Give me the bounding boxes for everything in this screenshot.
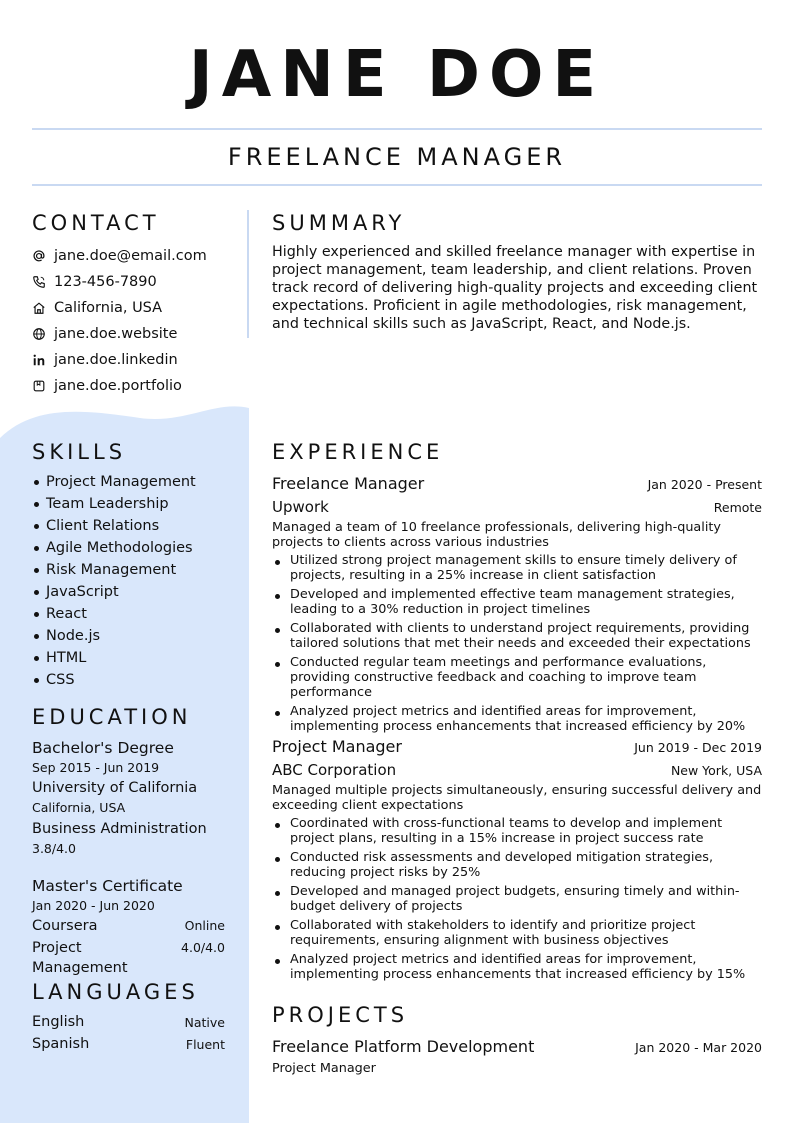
bullet-text: Conducted regular team meetings and performance evaluations, providing constructive feedback and coaching to improve team performance <box>290 655 707 700</box>
job-title: Freelance Manager <box>272 474 425 493</box>
education-location: Online <box>184 918 225 933</box>
education-gpa: 4.0/4.0 <box>181 940 225 955</box>
job-location: Remote <box>713 500 762 515</box>
list-item <box>272 850 762 880</box>
education-entry <box>32 876 225 978</box>
list-item <box>272 553 762 583</box>
education-heading: EDUCATION <box>32 705 192 729</box>
contact-phone[interactable] <box>32 269 242 295</box>
job-company: ABC Corporation <box>272 761 397 779</box>
project-role: Project Manager <box>272 1061 376 1076</box>
list-item <box>32 581 242 603</box>
candidate-name: JANE DOE <box>188 38 606 112</box>
skill-label: JavaScript <box>46 584 119 600</box>
job-location: New York, USA <box>670 763 762 778</box>
skill-label: Client Relations <box>46 518 160 534</box>
list-item <box>32 559 242 581</box>
contact-location-text: California, USA <box>54 300 163 316</box>
education-dates: Sep 2015 - Jun 2019 <box>32 760 160 775</box>
contact-heading: CONTACT <box>32 211 160 235</box>
education-location: California, USA <box>32 800 126 815</box>
bullet-text: Developed and implemented effective team management strategies, leading to a 30% reduction in project timelines <box>290 587 735 617</box>
job-company: Upwork <box>272 498 329 516</box>
projects-heading: PROJECTS <box>272 1003 409 1027</box>
list-item <box>272 621 762 651</box>
contact-linkedin[interactable] <box>32 347 242 373</box>
at-icon <box>32 249 46 263</box>
list-item <box>272 655 762 700</box>
project-name: Freelance Platform Development <box>272 1037 535 1056</box>
list-item <box>272 884 762 914</box>
contact-list <box>32 243 242 399</box>
education-degree: Master's Certificate <box>32 877 183 895</box>
education-school: Coursera <box>32 918 98 934</box>
job-description: Managed a team of 10 freelance professionals, delivering high-quality projects to clients across various industries <box>272 520 721 550</box>
language-level: Native <box>184 1014 225 1030</box>
bullet-text: Analyzed project metrics and identified areas for improvement, implementing process enhancements that increased efficiency by 15% <box>290 952 746 982</box>
list-item <box>32 625 242 647</box>
experience-entry <box>272 735 762 986</box>
language-name: Spanish <box>32 1036 90 1052</box>
summary-heading: SUMMARY <box>272 211 406 235</box>
education-gpa: 3.8/4.0 <box>32 841 76 856</box>
home-icon <box>32 301 46 315</box>
languages-heading: LANGUAGES <box>32 980 199 1004</box>
education-field: Project Management <box>32 940 128 976</box>
education-field: Business Administration <box>32 821 207 837</box>
list-item <box>32 647 242 669</box>
contact-email[interactable] <box>32 243 242 269</box>
education-school: University of California <box>32 780 198 796</box>
list-item <box>32 603 242 625</box>
skill-label: HTML <box>46 650 87 666</box>
languages-list <box>32 1011 225 1055</box>
list-item <box>32 515 242 537</box>
bullet-text: Coordinated with cross-functional teams to develop and implement project plans, resulting in a 15% increase in project success rate <box>290 816 723 846</box>
column-divider <box>247 210 249 338</box>
job-description: Managed multiple projects simultaneously, ensuring successful delivery and exceeding client expectations <box>272 783 762 813</box>
skill-label: Team Leadership <box>46 496 169 512</box>
list-item <box>272 952 762 982</box>
contact-phone-text: 123-456-7890 <box>54 274 157 290</box>
portfolio-icon <box>32 379 46 393</box>
list-item <box>32 669 242 691</box>
job-dates: Jun 2019 - Dec 2019 <box>634 740 762 755</box>
education-entry <box>32 738 225 859</box>
list-item <box>32 471 242 493</box>
education-degree: Bachelor's Degree <box>32 739 174 757</box>
list-item <box>32 493 242 515</box>
experience-heading: EXPERIENCE <box>272 440 444 464</box>
contact-location <box>32 295 242 321</box>
skill-label: CSS <box>46 672 75 688</box>
skill-label: Project Management <box>46 474 196 490</box>
skill-label: Agile Methodologies <box>46 540 193 556</box>
list-item <box>272 816 762 846</box>
globe-icon <box>32 327 46 341</box>
contact-linkedin-text: jane.doe.linkedin <box>54 352 178 368</box>
bullet-text: Collaborated with stakeholders to identify and prioritize project requirements, ensuring alignment with business objectives <box>290 918 696 948</box>
bullet-text: Analyzed project metrics and identified areas for improvement, implementing process enhancements that increased efficiency by 20% <box>290 704 746 734</box>
skill-label: Node.js <box>46 628 101 644</box>
contact-website-text: jane.doe.website <box>54 326 178 342</box>
skills-list <box>32 471 242 691</box>
contact-portfolio-text: jane.doe.portfolio <box>54 378 182 394</box>
list-item <box>32 1033 225 1055</box>
education-dates: Jan 2020 - Jun 2020 <box>32 898 155 913</box>
linkedin-icon <box>32 353 46 367</box>
job-title-heading: FREELANCE MANAGER <box>227 143 567 171</box>
job-bullets <box>272 816 762 982</box>
phone-icon <box>32 275 46 289</box>
skill-label: React <box>46 606 87 622</box>
list-item <box>32 1011 225 1033</box>
bullet-text: Developed and managed project budgets, ensuring timely and within-budget delivery of projects <box>290 884 740 914</box>
language-name: English <box>32 1014 85 1030</box>
list-item <box>32 537 242 559</box>
contact-portfolio[interactable] <box>32 373 242 399</box>
skill-label: Risk Management <box>46 562 177 578</box>
contact-website[interactable] <box>32 321 242 347</box>
header-rule-top <box>32 128 762 130</box>
experience-entry <box>272 472 762 738</box>
skills-heading: SKILLS <box>32 440 127 464</box>
list-item <box>272 587 762 617</box>
bullet-text: Collaborated with clients to understand project requirements, providing tailored solutions that met their needs and exceeded their expectations <box>290 621 751 651</box>
list-item <box>272 918 762 948</box>
bullet-text: Conducted risk assessments and developed mitigation strategies, reducing project risks by 25% <box>290 850 714 880</box>
contact-email-text: jane.doe@email.com <box>54 248 207 264</box>
job-title: Project Manager <box>272 737 402 756</box>
summary-text: Highly experienced and skilled freelance manager with expertise in project management, team leadership, and client relations. Proven track record of delivering high-quality projects and exceeding client expectations. Proficient in agile methodologies, risk management, and technical skills such as JavaScript, React, and Node.js. <box>272 244 758 332</box>
project-entry <box>272 1035 762 1076</box>
list-item <box>272 704 762 734</box>
job-dates: Jan 2020 - Present <box>647 477 762 492</box>
job-bullets <box>272 553 762 734</box>
project-dates: Jan 2020 - Mar 2020 <box>635 1040 762 1055</box>
header-rule-bottom <box>32 184 762 186</box>
bullet-text: Utilized strong project management skills to ensure timely delivery of projects, resulting in a 25% increase in client satisfaction <box>290 553 737 583</box>
language-level: Fluent <box>185 1036 225 1052</box>
